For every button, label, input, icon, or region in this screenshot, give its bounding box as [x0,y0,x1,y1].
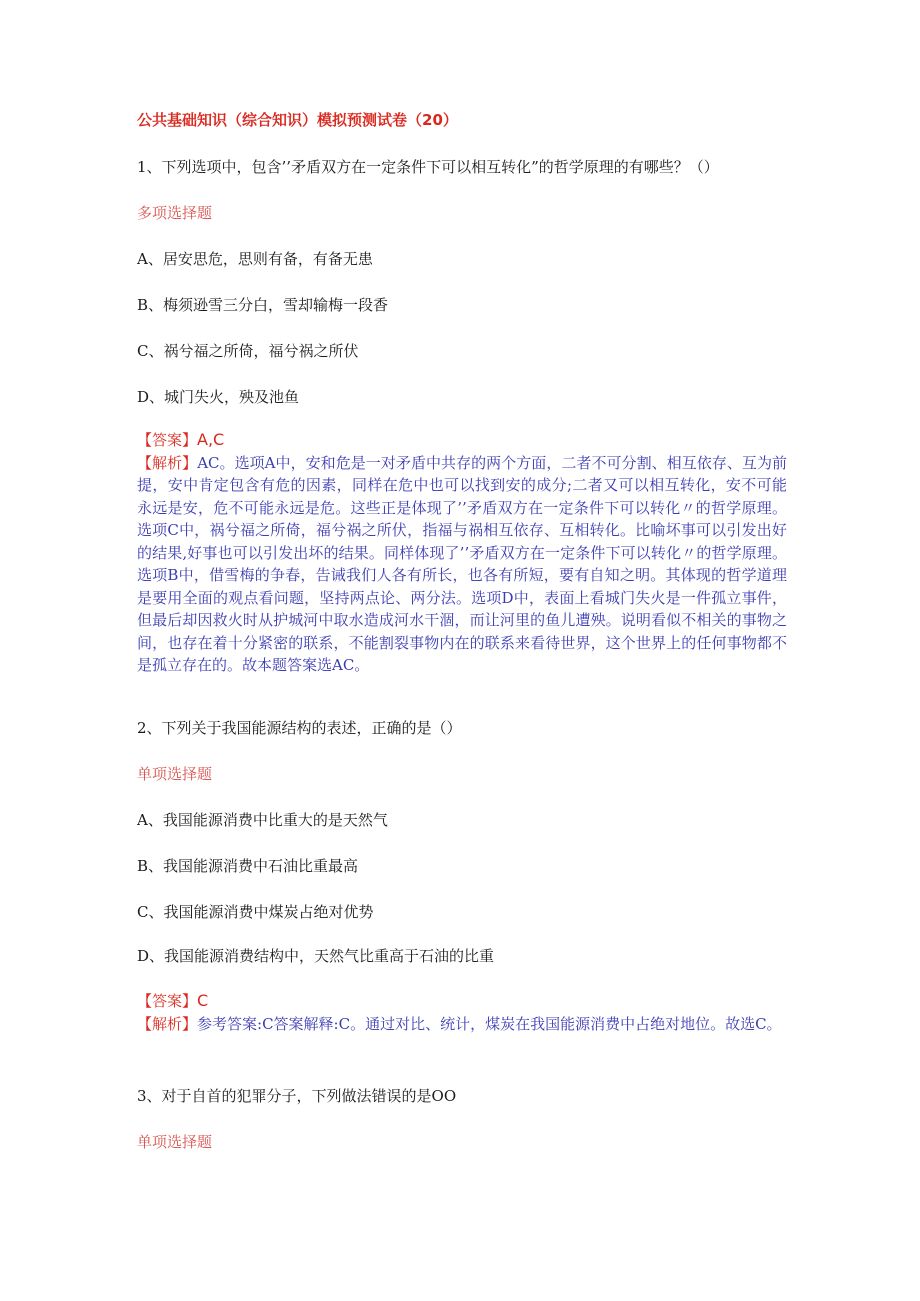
question-1-explanation-para [137,452,787,677]
question-2-option-d: D、我国能源消费结构中，天然气比重高于石油的比重 [137,947,495,965]
question-2-option-a: A、我国能源消费中比重大的是天然气 [137,811,388,829]
question-1-answer: A,C [197,430,225,449]
question-2-explanation-para [137,1013,787,1036]
document-title: 公共基础知识（综合知识）模拟预测试卷（20） [137,111,458,129]
question-1-type: 多项选择题 [137,204,213,222]
question-2-stem: 2、下列关于我国能源结构的表述，正确的是（） [137,719,462,737]
question-2-option-b: B、我国能源消费中石油比重最高 [137,857,359,875]
question-2-explanation: 参考答案:C答案解释:C。通过对比、统计，煤炭在我国能源消费中占绝对地位。故选C。 [197,1014,782,1033]
question-1-answer-block [137,429,787,677]
question-1-option-d: D、城门失火，殃及池鱼 [137,388,300,406]
question-2-answer-block [137,990,787,1035]
answer-tag: 【答案】 [137,992,198,1010]
question-1-answer-line [137,429,787,452]
question-3-stem: 3、对于自首的犯罪分子，下列做法错误的是OO [137,1087,457,1105]
question-2-answer: C [197,991,209,1010]
question-2-answer-line [137,990,787,1013]
question-1-option-a: A、居安思危，思则有备，有备无患 [137,250,373,268]
question-1-option-b: B、梅须逊雪三分白，雪却输梅一段香 [137,296,389,314]
question-1-stem: 1、下列选项中，包含’’矛盾双方在一定条件下可以相互转化”的哲学原理的有哪些？（） [137,158,719,176]
answer-tag: 【答案】 [137,431,198,449]
question-2-type: 单项选择题 [137,765,213,783]
explanation-tag: 【解析】 [137,1014,198,1033]
question-2-option-c: C、我国能源消费中煤炭占绝对优势 [137,903,374,921]
explanation-tag: 【解析】 [137,453,198,472]
question-1-option-c: C、祸兮福之所倚，福兮祸之所伏 [137,342,359,360]
question-1-explanation: AC。选项A中，安和危是一对矛盾中共存的两个方面，二者不可分割、相互依存、互为前提，安中肯定包含有危的因素，同样在危中也可以找到安的成分;二者又可以相互转化，安不可能永远是安，危不可能永远是危。这些正是体现了’’矛盾双方在一定条件下可以转化〃的哲学原理。选项C中，祸兮福之所倚，福兮祸之所伏，指福与祸相互依存、互相转化。比喻坏事可以引发出好的结果,好事也可以引发出坏的结果。同样体现了’’矛盾双方在一定条件下可以转化〃的哲学原理。选项B中，借雪梅的争春，告诫我们人各有所长，也各有所短，要有自知之明。其体现的哲学道理是要用全面的观点看问题，坚持两点论、两分法。选项D中，表面上看城门失火是一件孤立事件，但最后却因救火时从护城河中取水造成河水干涸，而让河里的鱼儿遭殃。说明看似不相关的事物之间，也存在着十分紧密的联系，不能割裂事物内在的联系来看待世界，这个世界上的任何事物都不是孤立存在的。故本题答案选AC。 [137,453,787,674]
question-3-type: 单项选择题 [137,1133,213,1151]
